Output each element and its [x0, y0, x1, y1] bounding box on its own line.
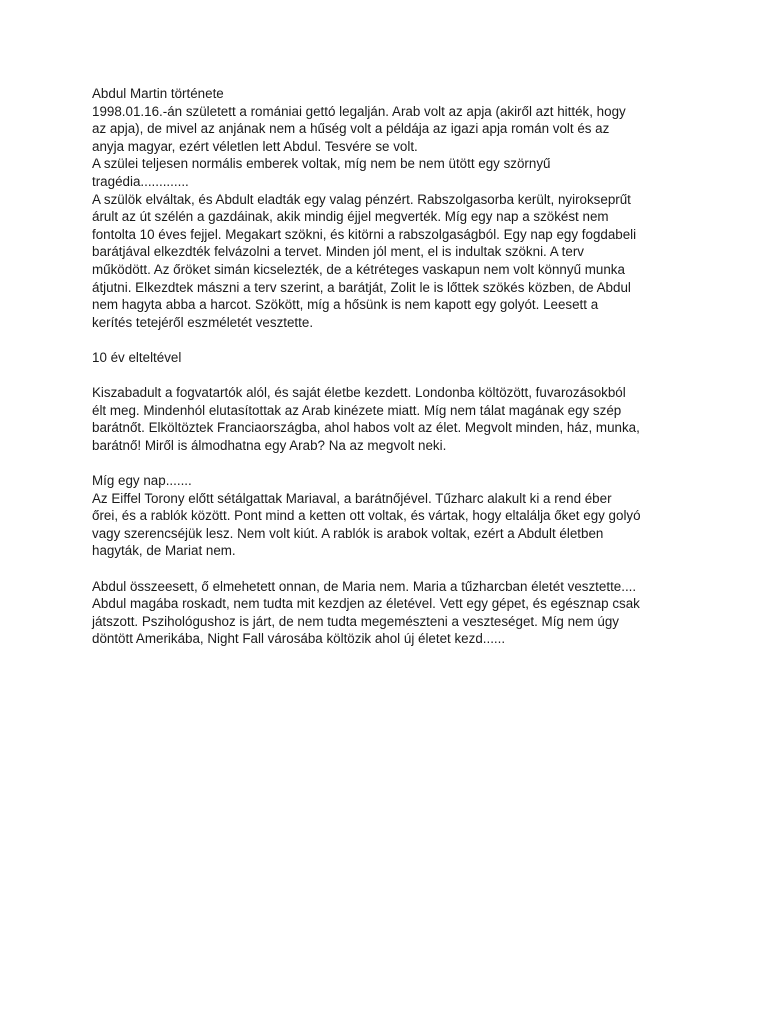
paragraph-spacer	[92, 560, 692, 578]
text-line: Abdul magába roskadt, nem tudta mit kezdjen az életével. Vett egy gépet, és egésznap csak	[92, 596, 640, 612]
text-line: 1998.01.16.-án született a romániai gettó legalján. Arab volt az apja (akiről azt hitték, hogy	[92, 103, 626, 119]
text-line: vagy szerencséjük lesz. Nem volt kiút. A rablók is arabok voltak, ezért a Abdult életben	[92, 525, 604, 541]
text-line: élt meg. Mindenhól elutasítottak az Arab kinézete miatt. Míg nem tálat magának egy szép	[92, 402, 622, 418]
text-line: nem hagyta abba a harcot. Szökött, míg a hősünk is nem kapott egy golyót. Leesett a	[92, 297, 599, 313]
document-page	[92, 85, 692, 648]
text-line: működött. Az őröket simán kicselezték, de a kétréteges vaskapun nem volt könnyű munka	[92, 261, 625, 277]
paragraph-london	[92, 384, 692, 454]
text-line: hagyták, de Mariat nem.	[92, 543, 236, 559]
paragraph-ending	[92, 578, 692, 648]
paragraph-story-intro	[92, 85, 692, 331]
paragraph-spacer	[92, 454, 692, 472]
text-line: árult az út szélén a gazdáinak, akik mindig éjjel megverték. Míg egy nap a szökést nem	[92, 209, 609, 225]
text-line: Kiszabadult a fogvatartók alól, és saját életbe kezdett. Londonba költözött, fuvarozásokból	[92, 385, 626, 401]
document-title: Abdul Martin története	[92, 86, 224, 101]
text-line: játszott. Pszihológushoz is járt, de nem tudta megemészteni a veszteséget. Míg nem úgy	[92, 613, 619, 629]
text-line: A szülök elváltak, és Abdult eladták egy valag pénzért. Rabszolgasorba került, nyirokseprűt	[92, 191, 631, 207]
text-line: az apja), de mivel az anjának nem a hűség volt a példája az igazi apja román volt és az	[92, 121, 610, 137]
text-line: kerítés tetejéről eszméletét vesztette.	[92, 314, 314, 330]
paragraph-spacer	[92, 367, 692, 385]
text-line: barátnőt. Elköltöztek Franciaországba, ahol habos volt az élet. Megvolt minden, ház, munka,	[92, 420, 640, 436]
text-line: tragédia.............	[92, 173, 189, 189]
text-line: Abdul összeesett, ő elmehetett onnan, de Maria nem. Maria a tűzharcban életét vesztette....	[92, 578, 637, 594]
text-line: átjutni. Elkezdtek mászni a terv szerint, a barátját, Zolit le is lőttek szökés közben, de Abdul	[92, 279, 631, 295]
paragraph-eiffel	[92, 472, 692, 560]
text-line: őrei, és a rablók között. Pont mind a ketten ott voltak, és vártak, hogy eltalálja őket egy golyó	[92, 508, 641, 524]
text-line: Míg egy nap.......	[92, 473, 192, 489]
text-line: Az Eiffel Torony előtt sétálgattak Mariaval, a barátnőjével. Tűzharc alakult ki a rend éber	[92, 490, 612, 506]
paragraph-section-heading	[92, 349, 692, 367]
text-line: barátjával elkezdték felvázolni a tervet. Minden jól ment, el is indultak szökni. A terv	[92, 244, 584, 260]
paragraph-spacer	[92, 331, 692, 349]
text-line: anyja magyar, ezért véletlen lett Abdul. Tesvére se volt.	[92, 138, 418, 154]
text-line: döntött Amerikába, Night Fall városába költözik ahol új életet kezd......	[92, 631, 506, 647]
text-line: barátnő! Miről is álmodhatna egy Arab? Na az megvolt neki.	[92, 437, 447, 453]
text-line: fontolta 10 éves fejjel. Megakart szökni, és kitörni a rabszolgaságból. Egy nap egy fogdabeli	[92, 226, 637, 242]
text-line: A szülei teljesen normális emberek voltak, míg nem be nem ütött egy szörnyű	[92, 156, 551, 172]
section-heading: 10 év elteltével	[92, 349, 182, 365]
